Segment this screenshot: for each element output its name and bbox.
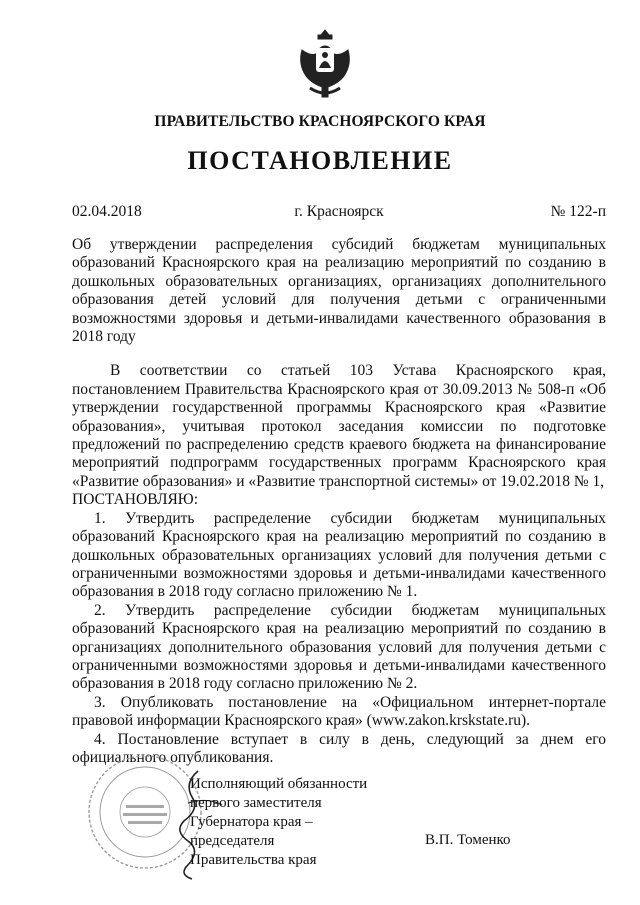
decree-word: ПОСТАНОВЛЯЮ:	[72, 491, 199, 509]
preamble-paragraph: В соответствии со статьей 103 Устава Красноярского края, постановлением Правительства Красноярского края от 30.09.2013 № 508-п «Об утверждении государственной программы Красноярского края «Развитие образования», учитывая протокол заседания комиссии по подготовке предложений по распределению средств краевого бюджета на финансирование мероприятий подпрограмм государственных программ Красноярского края «Развитие образования» и «Развитие транспортной системы» от 19.02.2018 № 1,	[72, 362, 606, 490]
signatory-name: В.П. Томенко	[425, 832, 511, 848]
signatory-line-5: Правительства края	[190, 852, 317, 868]
government-name: ПРАВИТЕЛЬСТВО КРАСНОЯРСКОГО КРАЯ	[154, 113, 486, 130]
signatory-line-3: Губернатора края –	[190, 814, 313, 830]
document-body	[72, 236, 606, 767]
document-date: 02.04.2018	[72, 203, 142, 220]
decree-item-1: 1. Утвердить распределение субсидии бюджетам муниципальных образований Красноярского края на реализацию мероприятий по созданию в дошкольных образовательных организациях условий для получения детьми с ограниченными возможностями здоровья и детьми-инвалидами качественного образования в 2018 году согласно приложению № 1.	[72, 509, 606, 601]
decree-item-3: 3. Опубликовать постановление на «Официальном интернет-портале правовой информации Красноярского края» (www.zakon.krskstate.ru).	[72, 693, 606, 730]
signatory-position	[190, 775, 367, 870]
decree-item-2: 2. Утвердить распределение субсидии бюджетам муниципальных образований Красноярского края на реализацию мероприятий по созданию в организациях дополнительного образования условий для получения детьми с ограниченными возможностями здоровья и детьми-инвалидами качественного образования в 2018 году согласно приложению № 2.	[72, 601, 606, 693]
document-city: г. Красноярск	[294, 203, 384, 220]
document-subject: Об утверждении распределения субсидий бюджетам муниципальных образований Красноярского края на реализацию мероприятий по созданию в дошкольных образовательных организациях, организациях дополнительного образования детей условий для получения детьми с ограниченными возможностями здоровья и детьми-инвалидами качественного образования в 2018 году	[72, 236, 606, 346]
signatory-line-2: первого заместителя	[190, 795, 322, 811]
document-number: № 122-п	[550, 203, 606, 220]
signatory-line-1: Исполняющий обязанности	[190, 776, 368, 792]
signatory-line-4: председателя	[190, 833, 275, 849]
document-type-title: ПОСТАНОВЛЕНИЕ	[187, 146, 453, 175]
decree-item-4: 4. Постановление вступает в силу в день, следующий за днем его официального опубликования.	[72, 730, 606, 766]
coat-of-arms-icon	[296, 28, 354, 98]
